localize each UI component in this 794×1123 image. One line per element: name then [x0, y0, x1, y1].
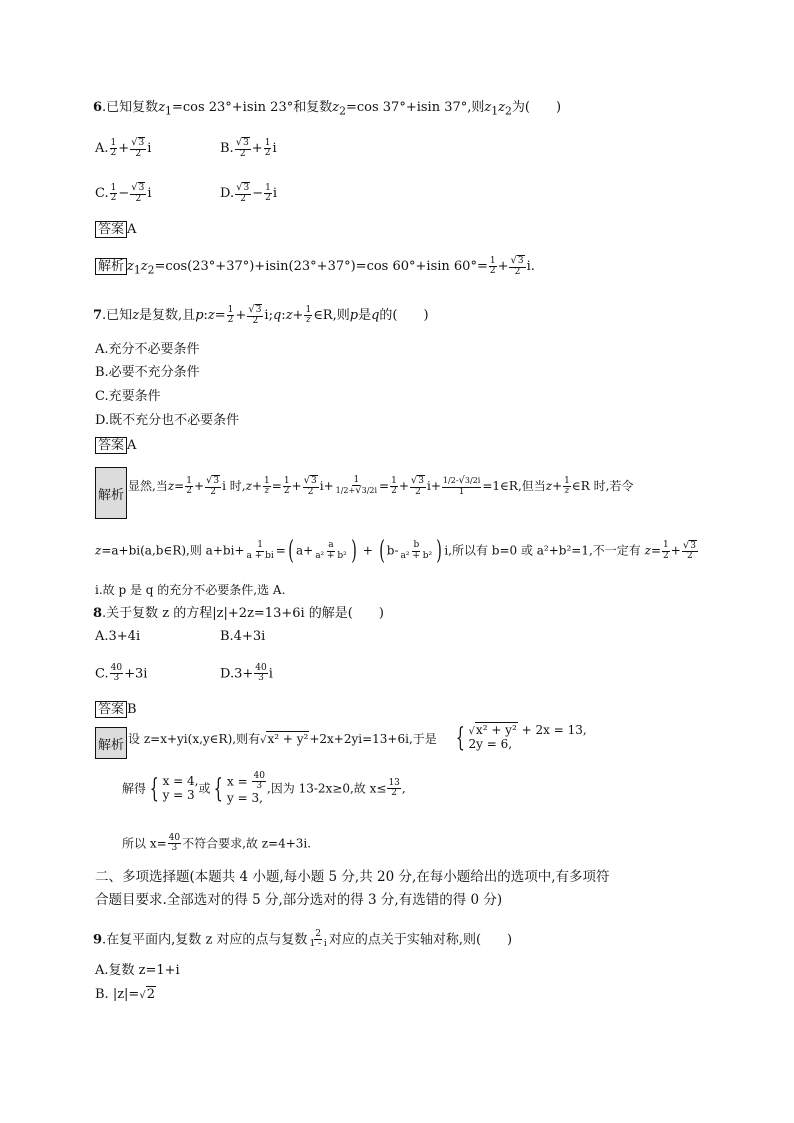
- section-2-heading: 二、多项选择题(本题共 4 小题,每小题 5 分,共 20 分,在每小题给出的选项中,有多项符: [95, 869, 610, 885]
- q6-analysis: 解析 $z_1z_2=\cos(23^\circ+37^\circ)+isin(23^\circ+37^\circ)=\cos$ 60°+isin 60°= $\frac{1}{2}$ + $\frac{√3}{2}$ i.: [95, 256, 535, 277]
- q6-option-d[interactable]: D. $\frac{√3}{2}$ − $\frac{1}{2}$ i: [220, 182, 278, 204]
- answer-tag: 答案: [95, 221, 127, 238]
- answer-tag: 答案: [95, 701, 127, 718]
- analysis-tag: 解析: [95, 258, 127, 275]
- q7-stem: 7.已知z是复数,且p:z= $\frac{1}{2}$ + $\frac{√3}{2}$ i;q:z+ $\frac{1}{z}$ ∈R,则p是q的( ): [93, 304, 429, 326]
- q8-answer: 答案 B: [95, 701, 137, 718]
- q8-option-b[interactable]: B.4+3i: [220, 629, 266, 644]
- q9-stem: 9.在复平面内,复数 z 对应的点与复数 $\frac{2}{1 - i}$ 对应的点关于实轴对称,则( ): [93, 929, 513, 950]
- q8-analysis-line-3: 所以 x= $\frac{40}{3}$ 不符合要求,故 z=4+3i.: [122, 833, 312, 854]
- q8-option-d[interactable]: D.3+ $\frac{40}{3}$ i: [220, 663, 273, 684]
- answer-tag: 答案: [95, 437, 127, 454]
- q7-analysis-line-2: z=a+bi(a,b∈R),则 a+bi+ $\frac{1}{a + bi}$ =( a+ $\frac{a}{\text{a² + b²}}$ ) + ( b- $\frac{b}{\text{a² + b²}}$ ) i,所以有 b=0 或 a²+b²=1,不一定有 z= $\frac{1}{2}$ + $\frac{√3}{2}$: [95, 536, 696, 566]
- q7-option-c[interactable]: C.充要条件: [95, 389, 161, 404]
- q6-option-c[interactable]: C. $\frac{1}{2}$ − $\frac{√3}{2}$ i: [95, 182, 152, 204]
- q7-analysis-line-3: i.故 p 是 q 的充分不必要条件,选 A.: [95, 583, 286, 597]
- q6-option-b[interactable]: B. $\frac{√3}{2}$ + $\frac{1}{2}$ i: [220, 137, 277, 159]
- q8-analysis-line-1: 设 z=x+yi(x,y∈R),则有√x² + y²+2x+2yi=13+6i,于是: [128, 732, 437, 746]
- q7-analysis-line-1: 显然,当z= $\frac{1}{2}$ + $\frac{√3}{2}$ i 时,z+ $\frac{1}{z}$ = $\frac{1}{2}$ + $\frac{√3}{2}$ i+ $\frac{1}{1/2+√3/2i}$ = $\frac{1}{2}$ + $\frac{√3}{2}$ i+ $\frac{1/2-√3/2i}{1}$ =1∈R,但当z+ $\frac{1}{z}$ ∈R 时,若令: [128, 475, 634, 497]
- q6-stem: 6.已知复数$z_1=\cos$ 23°+isin 23°和复数$z_2=\cos$ 37°+isin 37°,则$z_1z_2$为( ): [93, 100, 562, 118]
- q7-option-b[interactable]: B.必要不充分条件: [95, 365, 200, 380]
- q8-analysis-line-2: 解得 { x = 4, y = 3 或 { x = $\frac{40}{3}$ y = 3, ,因为 13-2x≥0,故 x≤ $\frac{13}{2}$ ,: [122, 771, 406, 805]
- q9-option-a[interactable]: A.复数 z=1+i: [95, 963, 180, 978]
- analysis-tag: 解析: [95, 727, 127, 759]
- q8-system-1: { √x² + y² + 2x = 13, 2y = 6,: [455, 722, 587, 753]
- q8-option-a[interactable]: A.3+4i: [95, 629, 141, 644]
- q7-answer: 答案 A: [95, 437, 136, 454]
- q6-answer: 答案 A: [95, 221, 136, 238]
- q9-option-b[interactable]: B. |z|=√2: [95, 987, 155, 1002]
- analysis-tag: 解析: [95, 467, 127, 519]
- q8-stem: 8.关于复数 z 的方程|z|+2z=13+6i 的解是( ): [93, 606, 384, 621]
- q6-option-a[interactable]: A. $\frac{1}{2}$ + $\frac{√3}{2}$ i: [95, 137, 152, 159]
- q7-option-d[interactable]: D.既不充分也不必要条件: [95, 413, 240, 428]
- section-2-heading-cont: 合题目要求.全部选对的得 5 分,部分选对的得 3 分,有选错的得 0 分): [95, 892, 503, 908]
- q7-option-a[interactable]: A.充分不必要条件: [95, 342, 200, 357]
- q8-option-c[interactable]: C. $\frac{40}{3}$ +3i: [95, 663, 148, 684]
